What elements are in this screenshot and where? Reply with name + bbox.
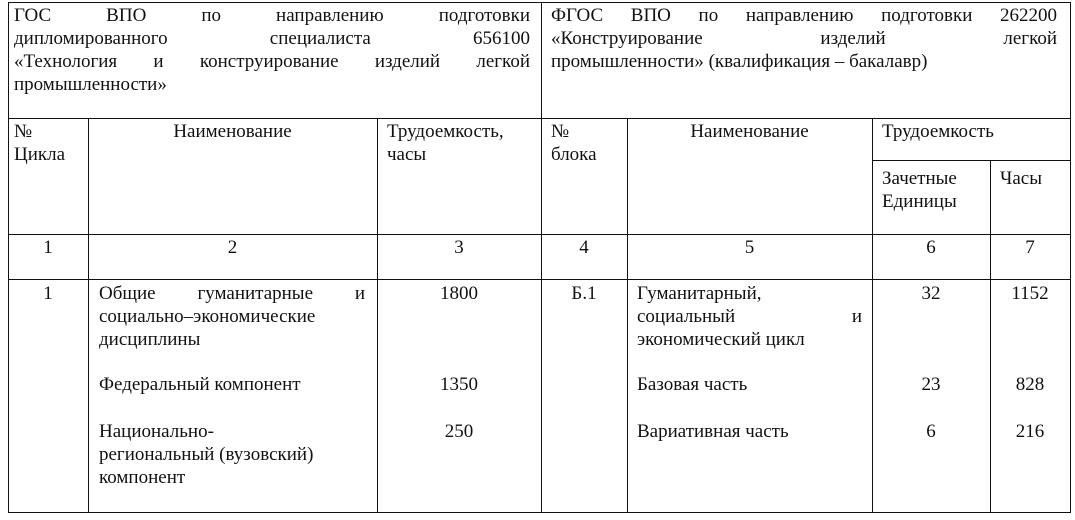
column-number-text: 7 xyxy=(1025,237,1035,258)
row-hours-right xyxy=(990,282,1070,305)
col-header-block-no xyxy=(551,120,625,166)
row-credits-text: 23 xyxy=(921,374,941,395)
col-header-hours-text: Часы xyxy=(1000,168,1042,189)
column-number xyxy=(377,236,541,259)
header-left-line: ГОС ВПО по направлению подготовки xyxy=(14,5,530,26)
col-header-labor-hours-line: Трудоемкость, xyxy=(387,121,504,142)
row-name-right-line: Гуманитарный, xyxy=(637,283,762,304)
row-hours-right-text: 216 xyxy=(1015,421,1045,442)
col-header-labor-hours-line: часы xyxy=(387,144,427,165)
col-header-name-left xyxy=(88,120,377,143)
row-name-left-line: компонент xyxy=(99,467,186,488)
grid-line xyxy=(8,234,1071,235)
row-hours-right xyxy=(990,373,1070,396)
header-right-line: промышленности» (квалификация – бакалавр) xyxy=(551,51,928,72)
row-cycle-no-text: 1 xyxy=(43,283,53,304)
grid-line xyxy=(377,118,378,513)
grid-line xyxy=(8,279,1071,280)
row-hours-left xyxy=(377,282,541,305)
row-name-right xyxy=(637,373,862,396)
column-number xyxy=(541,236,627,259)
row-hours-right xyxy=(990,420,1070,443)
col-header-hours xyxy=(1000,167,1068,190)
row-credits-text: 6 xyxy=(926,421,936,442)
grid-line xyxy=(88,118,89,513)
col-header-name-right xyxy=(627,120,872,143)
col-header-cycle-no-line: № xyxy=(14,121,33,142)
grid-line xyxy=(8,118,1071,119)
grid-line xyxy=(627,118,628,513)
grid-line xyxy=(1070,2,1071,513)
col-header-labor-group xyxy=(882,120,1067,143)
row-name-left-line: Национально- xyxy=(99,421,214,442)
row-credits xyxy=(872,282,990,305)
row-block-no xyxy=(541,282,627,305)
header-left-line: дипломированного специалиста 656100 xyxy=(14,28,530,49)
col-header-credits xyxy=(882,167,988,213)
grid-line xyxy=(872,118,873,513)
column-number xyxy=(8,236,88,259)
col-header-name-left-text: Наименование xyxy=(173,121,292,142)
row-hours-left-text: 1350 xyxy=(440,374,478,395)
row-hours-right-text: 1152 xyxy=(1011,283,1049,304)
col-header-name-right-text: Наименование xyxy=(690,121,809,142)
header-left-line: промышленности» xyxy=(14,74,167,95)
header-left-line: «Технология и конструирование изделий легкой xyxy=(14,51,530,72)
row-name-left-line: Федеральный компонент xyxy=(99,374,301,395)
col-header-credits-line: Зачетные xyxy=(882,168,957,189)
col-header-cycle-no-line: Цикла xyxy=(14,144,66,165)
col-header-credits-line: Единицы xyxy=(882,191,957,212)
grid-line xyxy=(872,160,1071,161)
grid-line xyxy=(990,160,991,513)
row-name-right xyxy=(637,420,862,443)
row-credits xyxy=(872,420,990,443)
row-hours-right-text: 828 xyxy=(1015,374,1045,395)
row-name-left-line: региональный (вузовский) xyxy=(99,444,314,465)
row-name-right-line: Вариативная часть xyxy=(637,421,789,442)
col-header-cycle-no xyxy=(14,120,86,166)
grid-line xyxy=(8,2,1071,3)
row-name-right-line: экономический цикл xyxy=(637,329,805,350)
column-number-text: 5 xyxy=(744,237,755,258)
col-header-block-no-line: № xyxy=(551,121,570,142)
row-credits-text: 32 xyxy=(921,283,941,304)
row-name-left xyxy=(99,420,365,489)
column-number xyxy=(88,236,377,259)
header-left xyxy=(14,4,530,96)
column-number-text: 2 xyxy=(227,237,238,258)
row-hours-left-text: 250 xyxy=(444,421,474,442)
col-header-block-no-line: блока xyxy=(551,144,597,165)
row-hours-left xyxy=(377,420,541,443)
row-name-right-line: Базовая часть xyxy=(637,374,748,395)
header-right xyxy=(551,4,1057,73)
column-number-text: 6 xyxy=(926,237,936,258)
row-name-left-line: социально–экономические xyxy=(99,306,316,327)
row-block-no-text: Б.1 xyxy=(571,283,597,304)
row-name-left-line: дисциплины xyxy=(99,329,201,350)
row-cycle-no xyxy=(8,282,88,305)
grid-line xyxy=(8,512,1071,513)
column-number-text: 4 xyxy=(579,237,589,258)
row-credits xyxy=(872,373,990,396)
column-number-text: 3 xyxy=(454,237,464,258)
column-number xyxy=(990,236,1070,259)
column-number xyxy=(627,236,872,259)
row-hours-left xyxy=(377,373,541,396)
header-right-line: ФГОС ВПО по направлению подготовки 262200 xyxy=(551,5,1057,26)
row-name-left xyxy=(99,282,365,351)
col-header-labor-group-text: Трудоемкость xyxy=(882,121,994,142)
row-name-left xyxy=(99,373,365,396)
col-header-labor-hours xyxy=(387,120,537,166)
row-hours-left-text: 1800 xyxy=(440,283,478,304)
row-name-right xyxy=(637,282,862,351)
header-right-line: «Конструирование изделий легкой xyxy=(551,28,1057,49)
row-name-left-line: Общие гуманитарные и xyxy=(99,283,365,304)
column-number-text: 1 xyxy=(43,237,53,258)
column-number xyxy=(872,236,990,259)
row-name-right-line: социальный и xyxy=(637,306,862,327)
